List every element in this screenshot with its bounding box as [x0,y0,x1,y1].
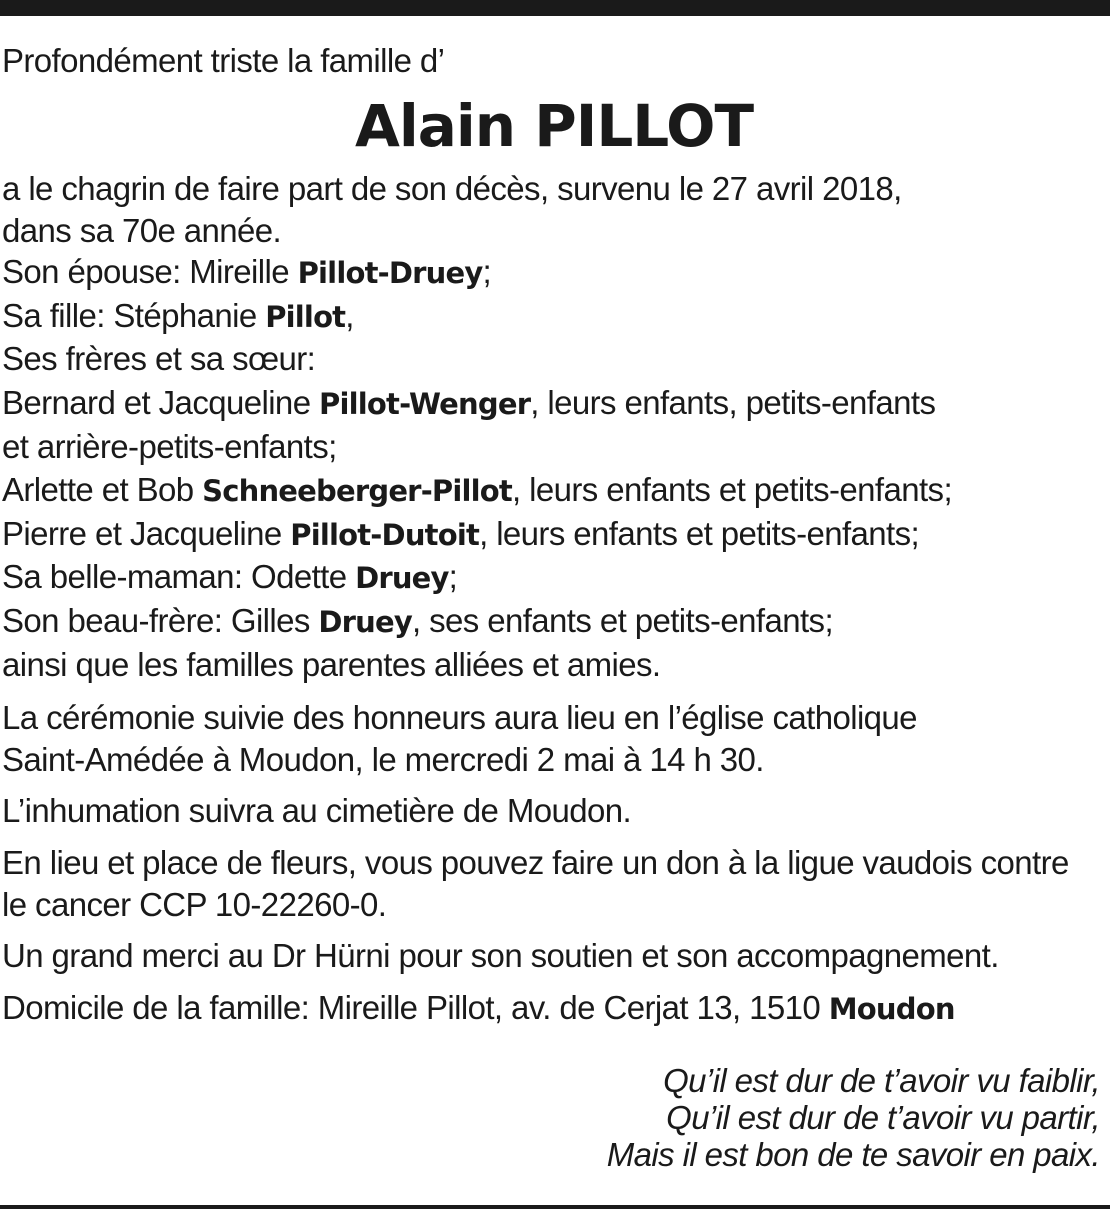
family-surname: Pillot-Wenger [319,386,531,421]
family-text: ; [482,253,492,291]
family-text: Ses frères et sa sœur: [2,340,316,378]
family-text: , ses enfants et petits-enfants; [411,601,834,639]
deceased-name: Alain PILLOT [354,92,754,160]
family-line [2,251,1106,295]
family-text: et arrière-petits-enfants; [2,427,337,465]
family-line [2,644,1106,688]
poem-line: Qu’il est dur de t’avoir vu partir, [666,1099,1100,1137]
family-line [2,469,1106,513]
family-list [2,251,1106,687]
thanks-line: Un grand merci au Dr Hürni pour son soutien et son accompagnement. [2,937,999,975]
family-text: Bernard et Jacqueline [2,383,320,421]
burial-info [2,790,1106,832]
bottom-rule [0,1205,1110,1209]
family-surname: Druey [318,604,412,639]
ceremony-line: La cérémonie suivie des honneurs aura lieu en l’église catholique [2,699,917,737]
family-text: Son épouse: Mireille [2,253,298,291]
family-text: Son beau-frère: Gilles [2,601,319,639]
announcement-line: a le chagrin de faire part de son décès, survenu le 27 avril 2018, [2,170,902,207]
family-text: , leurs enfants et petits-enfants; [479,514,920,552]
family-surname: Pillot-Dutoit [290,517,480,552]
family-line [2,556,1106,600]
donation-info [2,842,1106,925]
family-surname: Pillot-Druey [297,256,483,291]
family-line [2,426,1106,470]
announcement-line: dans sa 70e année. [2,211,282,249]
family-line [2,338,1106,382]
domicile-address: Domicile de la famille: Mireille Pillot, av. de Cerjat 13, 1510 [2,988,829,1026]
family-text: ; [448,558,458,596]
burial-line: L’inhumation suivra au cimetière de Moudon. [2,792,632,830]
family-surname: Druey [355,561,449,596]
family-text: Sa fille: Stéphanie [2,296,266,334]
domicile-line [2,987,1106,1031]
poem-line: Qu’il est dur de t’avoir vu faiblir, [663,1062,1100,1100]
family-text: Sa belle-maman: Odette [2,558,356,596]
family-line [2,513,1106,557]
family-text: , leurs enfants, petits-enfants [530,383,936,421]
family-line [2,600,1106,644]
family-text: , [345,296,354,334]
family-line [2,382,1106,426]
donation-line: En lieu et place de fleurs, vous pouvez faire un don à la ligue vaudois contre [2,843,1069,881]
family-text: Arlette et Bob [2,471,203,509]
top-rule [0,0,1110,16]
family-text: ainsi que les familles parentes alliées et amies. [2,645,661,683]
domicile-town: Moudon [828,991,955,1026]
announcement [2,168,1106,251]
domicile-info [2,987,1106,1031]
thanks-info [2,935,1106,977]
ceremony-info [2,697,1106,780]
family-text: Pierre et Jacqueline [2,514,291,552]
poem-line: Mais il est bon de te savoir en paix. [606,1136,1100,1174]
family-surname: Pillot [265,299,346,334]
donation-line: le cancer CCP 10-22260-0. [2,885,387,923]
family-text: , leurs enfants et petits-enfants; [512,471,953,509]
family-line [2,295,1106,339]
family-surname: Schneeberger-Pillot [202,474,512,509]
obituary-notice [2,38,1106,1173]
ceremony-line: Saint-Amédée à Moudon, le mercredi 2 mai à 14 h 30. [2,740,764,778]
closing-poem [2,1062,1106,1173]
intro-text: Profondément triste la famille d’ [2,42,445,79]
